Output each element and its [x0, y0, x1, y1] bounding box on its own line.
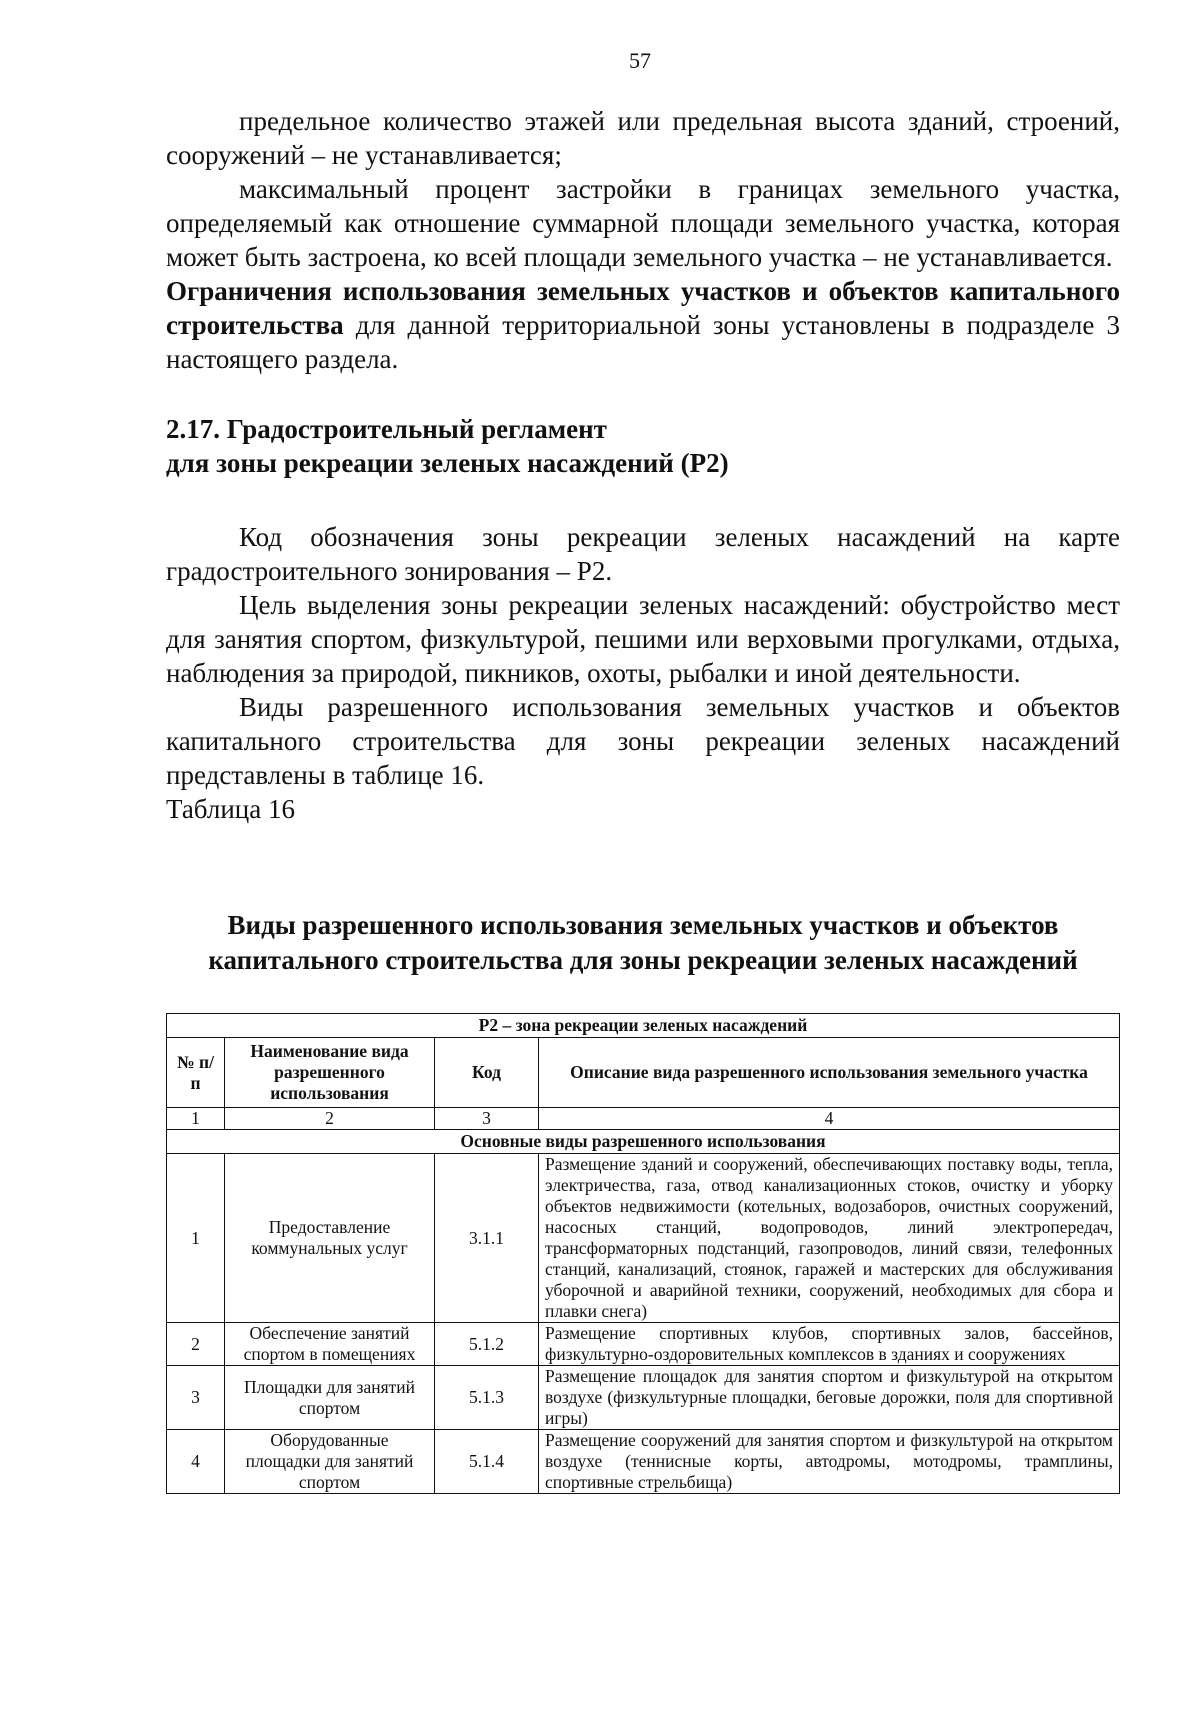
paragraph-zone-code: Код обозначения зоны рекреации зеленых насаждений на карте градостроительного зонирования – Р2.	[166, 522, 1120, 586]
restrictions-bold-text: Ограничения использования земельных участков и объектов капитального строительства	[166, 276, 1120, 340]
row-code: 3.1.1	[435, 1154, 539, 1323]
col-header-num: № п/п	[167, 1038, 225, 1108]
page-number: 57	[629, 48, 651, 73]
row-num: 1	[167, 1154, 225, 1323]
zone-header: Р2 – зона рекреации зеленых насаждений	[167, 1014, 1120, 1038]
document-body	[166, 104, 1120, 826]
row-desc: Размещение площадок для занятия спортом и физкультурой на открытом воздухе (физкультурные площадки, беговые дорожки, поля для спортивной игры)	[539, 1366, 1120, 1430]
row-code: 5.1.2	[435, 1323, 539, 1366]
row-name: Площадки для занятий спортом	[225, 1366, 435, 1430]
paragraph-zone-purpose: Цель выделения зоны рекреации зеленых насаждений: обустройство мест для занятия спортом, физкультурой, пешими или верховыми прогулками, отдыха, наблюдения за природой, пикников, охоты, рыбалки и иной деятельности.	[166, 590, 1120, 688]
row-code: 5.1.4	[435, 1430, 539, 1494]
row-desc: Размещение зданий и сооружений, обеспечивающих поставку воды, тепла, электричества, газа, отвод канализационных стоков, очистку и уборку объектов недвижимости (котельных, водозаборов, очистных сооружений, насосных станций, водопроводов, линий электропередач, трансформаторных подстанций, газопроводов, линий связи, телефонных станций, канализаций, стоянок, гаражей и мастерских для обслуживания уборочной и аварийной техники, сооружений, необходимых для сбора и плавки снега)	[539, 1154, 1120, 1323]
table-row	[167, 1154, 1120, 1323]
row-code: 5.1.3	[435, 1366, 539, 1430]
col-number: 4	[539, 1108, 1120, 1130]
table-row	[167, 1323, 1120, 1366]
paragraph-max-floors: предельное количество этажей или предельная высота зданий, строений, сооружений – не устанавливается;	[166, 106, 1120, 170]
table-row	[167, 1366, 1120, 1430]
paragraph-build-percent: максимальный процент застройки в границах земельного участка, определяемый как отношение суммарной площади земельного участка, которая может быть застроена, ко всей площади земельного участка – не устанавливается.	[166, 174, 1120, 272]
row-name: Предоставление коммунальных услуг	[225, 1154, 435, 1323]
group-header: Основные виды разрешенного использования	[167, 1130, 1120, 1154]
col-number: 3	[435, 1108, 539, 1130]
col-number: 1	[167, 1108, 225, 1130]
row-num: 3	[167, 1366, 225, 1430]
table-title-line1: Виды разрешенного использования земельных участков и объектов	[227, 910, 1059, 940]
row-num: 2	[167, 1323, 225, 1366]
row-num: 4	[167, 1430, 225, 1494]
table-label: Таблица 16	[166, 794, 295, 824]
row-desc: Размещение спортивных клубов, спортивных залов, бассейнов, физкультурно-оздоровительных комплексов в зданиях и сооружениях	[539, 1323, 1120, 1366]
table-title	[160, 908, 1126, 978]
col-header-desc: Описание вида разрешенного использования земельного участка	[539, 1038, 1120, 1108]
paragraph-restrictions	[166, 274, 1120, 376]
col-number: 2	[225, 1108, 435, 1130]
row-name: Оборудованные площадки для занятий спортом	[225, 1430, 435, 1494]
restrictions-rest-text: для данной территориальной зоны установлены в подразделе 3 настоящего раздела.	[166, 310, 1120, 374]
col-header-code: Код	[435, 1038, 539, 1108]
row-name: Обеспечение занятий спортом в помещениях	[225, 1323, 435, 1366]
table-row	[167, 1430, 1120, 1494]
section-title-line1: 2.17. Градостроительный регламент	[166, 414, 607, 444]
table-title-line2: капитального строительства для зоны рекреации зеленых насаждений	[208, 945, 1078, 975]
usage-table	[166, 1013, 1120, 1494]
col-header-name: Наименование вида разрешенного использования	[225, 1038, 435, 1108]
section-title-line2: для зоны рекреации зеленых насаждений (Р2)	[166, 448, 729, 478]
paragraph-usage-types: Виды разрешенного использования земельных участков и объектов капитального строительства для зоны рекреации зеленых насаждений представлены в таблице 16.	[166, 692, 1120, 790]
row-desc: Размещение сооружений для занятия спортом и физкультурой на открытом воздухе (теннисные корты, автодромы, мотодромы, трамплины, спортивные стрельбища)	[539, 1430, 1120, 1494]
